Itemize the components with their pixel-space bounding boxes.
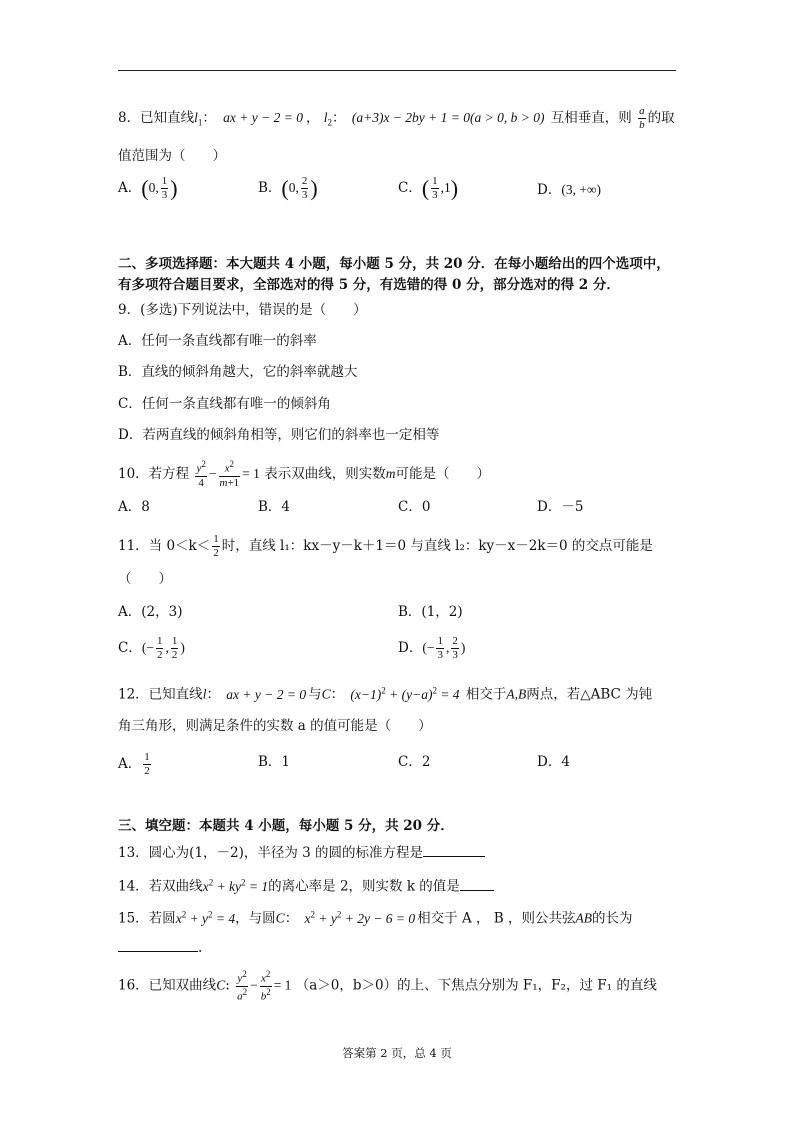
section-3-heading: 三、填空题：本题共 4 小题，每小题 5 分，共 20 分． bbox=[118, 818, 454, 834]
question-8-line1: 8．已知直线$l_1$： ax + y − 2 = 0 ， $l_2$： (a+3)x − 2by + 1 = 0(a > 0, b > 0) 互相垂直，则 $\frac{a}{b}$ 的取 bbox=[118, 105, 675, 131]
question-13: 13．圆心为(1，－2)，半径为 3 的圆的标准方程是 bbox=[118, 842, 485, 863]
q10-option-b: B．4 bbox=[258, 499, 291, 515]
q12-option-a: A． $\frac{1}{2}$ bbox=[118, 751, 150, 777]
question-16: 16．已知双曲线C: $\frac{y^2}{a^2}$ − $\frac{x^2}{b^2}$ = 1 （a＞0，b＞0）的上、下焦点分别为 F₁，F₂，过 F₁ 的直线 bbox=[118, 969, 657, 1003]
question-12-line1: 12．已知直线l： ax + y − 2 = 0 与C： $(x-1)^2 + (y-a)^2 = 4$ 相交于A,B两点，若△ABC 为钝 bbox=[118, 685, 653, 703]
question-14: 14．若双曲线$x^2 + ky^2 = 1$的离心率是 2，则实数 k 的值是 bbox=[118, 872, 494, 897]
q11-option-c: C．(− $\frac{1}{2}$ , $\frac{1}{2}$ ) bbox=[118, 635, 185, 661]
q9-option-b: B．直线的倾斜角越大，它的斜率就越大 bbox=[118, 364, 358, 380]
question-15-line2: . bbox=[118, 937, 202, 958]
q8-option-c: C．( $\frac{1}{3}$ ,1) bbox=[398, 175, 459, 201]
question-11-line2: （ ） bbox=[118, 571, 172, 587]
q12-option-b: B．1 bbox=[258, 754, 291, 770]
q10-option-d: D．－5 bbox=[537, 499, 584, 515]
q8-option-a: A．(0, $\frac{1}{3}$ ) bbox=[118, 175, 178, 201]
section-2-heading-line1: 二、多项选择题：本大题共 4 小题，每小题 5 分，共 20 分．在每小题给出的四个选项中， bbox=[118, 256, 670, 272]
question-12-line2: 角三角形，则满足条件的实数 a 的值可能是（ ） bbox=[118, 718, 432, 734]
q10-option-a: A．8 bbox=[118, 499, 150, 515]
question-11-stem: 11．当 0＜k＜ $\frac{1}{2}$ 时，直线 l₁：kx－y－k＋1＝0 与直线 l₂：ky－x－2k＝0 的交点可能是 bbox=[118, 533, 653, 559]
q8-option-d: D．(3, +∞) bbox=[537, 182, 602, 198]
q12-option-c: C．2 bbox=[398, 754, 431, 770]
question-9-stem: 9．(多选)下列说法中，错误的是（ ） bbox=[118, 302, 367, 318]
q11-option-b: B．(1，2) bbox=[398, 604, 463, 620]
q9-option-a: A．任何一条直线都有唯一的斜率 bbox=[118, 333, 317, 349]
q11-option-a: A．(2，3) bbox=[118, 604, 183, 620]
q11-option-d: D．(− $\frac{1}{3}$ , $\frac{2}{3}$ ) bbox=[398, 635, 466, 661]
q9-option-d: D．若两直线的倾斜角相等，则它们的斜率也一定相等 bbox=[118, 427, 440, 443]
header-rule bbox=[118, 70, 676, 71]
q8-option-b: B．(0, $\frac{2}{3}$ ) bbox=[258, 175, 318, 201]
section-2-heading-line2: 有多项符合题目要求，全部选对的得 5 分，有选错的得 0 分，部分选对的得 2 分． bbox=[118, 277, 620, 293]
question-15-line1: 15．若圆$x^2 + y^2 = 4$，与圆C： $x^2 + y^2 + 2y - 6 = 0$ 相交于 A ， B ，则公共弦AB的长为 bbox=[118, 909, 633, 927]
q13-answer-blank bbox=[423, 842, 485, 857]
q12-option-d: D．4 bbox=[537, 754, 570, 770]
q10-option-c: C．0 bbox=[398, 499, 431, 515]
q15-answer-blank bbox=[118, 937, 198, 952]
q9-option-c: C．任何一条直线都有唯一的倾斜角 bbox=[118, 396, 331, 412]
q14-answer-blank bbox=[460, 876, 494, 891]
question-10-stem: 10．若方程 $\frac{y^2}{4}$ − $\frac{x^2}{m+1}$ = 1 表示双曲线，则实数m可能是（ ） bbox=[118, 459, 490, 489]
question-8-line2: 值范围为（ ） bbox=[118, 148, 226, 164]
page-footer: 答案第 2 页，总 4 页 bbox=[342, 1046, 452, 1060]
